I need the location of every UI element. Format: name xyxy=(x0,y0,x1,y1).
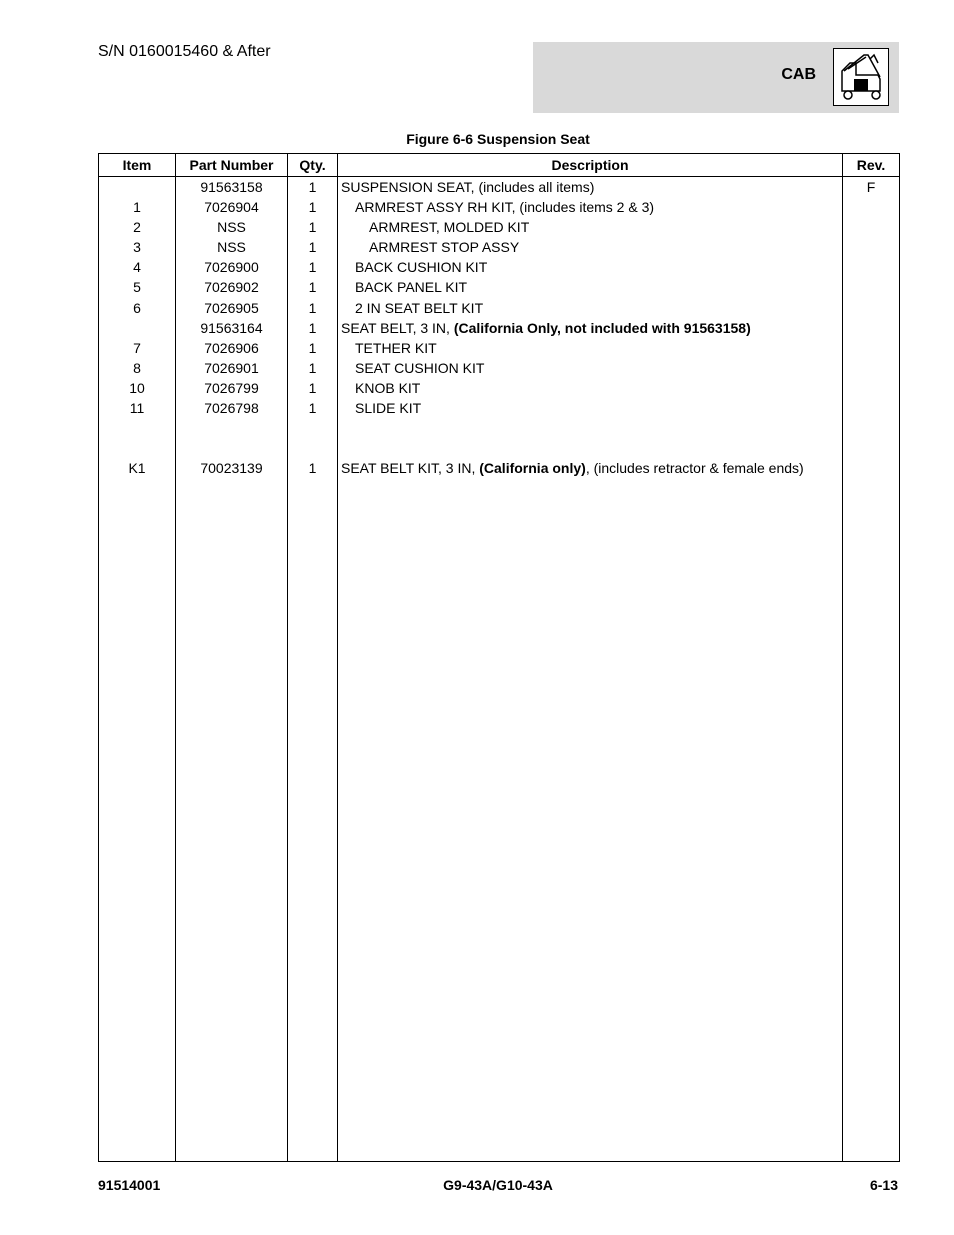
description-text: SUSPENSION SEAT, (includes all items) xyxy=(341,179,595,195)
part-number-cell: NSS xyxy=(217,239,246,256)
rev-cell xyxy=(843,398,899,418)
qty-cell: 1 xyxy=(308,259,317,276)
description-text: BACK CUSHION KIT xyxy=(355,259,488,276)
rev-cell: F xyxy=(866,179,876,195)
description-cell xyxy=(338,177,842,197)
row-spacer xyxy=(338,418,842,458)
section-title: CAB xyxy=(781,66,816,83)
item-number-cell: 11 xyxy=(129,400,145,417)
description-note: (California only) xyxy=(479,460,586,477)
table-body xyxy=(99,177,900,1162)
description-text-continued: , (includes retractor & female ends) xyxy=(585,460,804,477)
column-header-qty: Qty. xyxy=(288,154,338,177)
item-number-cell xyxy=(99,318,175,338)
description-cell xyxy=(338,298,842,318)
part-number-column-lines xyxy=(176,177,287,478)
rev-cell xyxy=(843,378,899,398)
column-header-rev: Rev. xyxy=(843,154,900,177)
item-number-cell: 1 xyxy=(133,199,141,216)
rev-cell xyxy=(843,217,899,237)
part-number-cell: 7026905 xyxy=(204,299,259,316)
item-number-cell: 6 xyxy=(133,299,141,316)
description-column xyxy=(338,177,843,1162)
qty-cell: 1 xyxy=(308,179,317,195)
description-text: ARMREST STOP ASSY xyxy=(369,239,520,256)
part-number-cell: 7026900 xyxy=(204,259,259,276)
description-cell xyxy=(338,277,842,297)
part-number-cell: 7026906 xyxy=(204,339,259,356)
qty-column xyxy=(288,177,338,1162)
part-number-cell: 70023139 xyxy=(200,460,263,477)
description-cell xyxy=(338,358,842,378)
section-header xyxy=(533,42,899,113)
footer-document-number: 91514001 xyxy=(98,1177,161,1193)
qty-cell: 1 xyxy=(308,219,317,236)
rev-cell xyxy=(843,197,899,217)
item-number-cell: 10 xyxy=(129,379,145,396)
description-cell xyxy=(338,398,842,418)
row-spacer xyxy=(99,418,175,458)
description-text: SLIDE KIT xyxy=(355,400,422,417)
footer-page-number: 6-13 xyxy=(869,1177,898,1193)
description-cell xyxy=(338,237,842,257)
item-number-cell: 7 xyxy=(133,339,141,356)
description-column-lines xyxy=(338,177,842,478)
qty-cell: 1 xyxy=(308,379,317,396)
qty-cell: 1 xyxy=(308,299,317,316)
qty-cell: 1 xyxy=(308,460,317,477)
part-number-cell: 91563158 xyxy=(200,179,263,195)
description-text: 2 IN SEAT BELT KIT xyxy=(355,299,484,316)
part-number-column xyxy=(176,177,288,1162)
item-number-cell: K1 xyxy=(128,460,146,477)
row-spacer xyxy=(843,418,899,458)
part-number-cell: 7026901 xyxy=(204,359,259,376)
qty-cell: 1 xyxy=(308,359,317,376)
description-text: BACK PANEL KIT xyxy=(355,279,468,296)
item-number-cell: 3 xyxy=(133,239,141,256)
rev-cell xyxy=(843,338,899,358)
part-number-cell: NSS xyxy=(217,219,246,236)
qty-cell: 1 xyxy=(308,339,317,356)
description-cell xyxy=(338,197,842,217)
telehandler-icon xyxy=(833,48,889,106)
qty-column-lines xyxy=(288,177,337,478)
description-text: ARMREST, MOLDED KIT xyxy=(369,219,530,236)
row-spacer xyxy=(176,418,287,458)
rev-cell xyxy=(843,298,899,318)
qty-cell: 1 xyxy=(308,279,317,296)
item-number-cell: 2 xyxy=(133,219,141,236)
description-text: TETHER KIT xyxy=(355,339,437,356)
item-number-cell xyxy=(99,177,175,197)
description-text: SEAT BELT, 3 IN, xyxy=(341,319,454,336)
rev-column-lines xyxy=(843,177,899,478)
description-text: SEAT BELT KIT, 3 IN, xyxy=(341,460,480,477)
serial-number-range: S/N 0160015460 & After xyxy=(98,43,271,60)
description-cell xyxy=(338,378,842,398)
column-header-item: Item xyxy=(99,154,176,177)
column-header-description: Description xyxy=(338,154,843,177)
description-cell xyxy=(338,318,842,338)
item-column xyxy=(99,177,176,1162)
rev-column xyxy=(843,177,900,1162)
part-number-cell: 7026798 xyxy=(204,400,259,417)
qty-cell: 1 xyxy=(308,400,317,417)
row-spacer xyxy=(288,418,337,458)
description-cell xyxy=(338,217,842,237)
rev-cell xyxy=(843,358,899,378)
rev-cell xyxy=(843,458,899,478)
part-number-cell: 7026904 xyxy=(204,199,259,216)
qty-cell: 1 xyxy=(308,239,317,256)
item-column-lines xyxy=(99,177,175,478)
parts-list-table xyxy=(98,153,900,1162)
part-number-cell: 7026799 xyxy=(204,379,259,396)
item-number-cell: 5 xyxy=(133,279,141,296)
item-number-cell: 4 xyxy=(133,259,141,276)
column-header-part-number: Part Number xyxy=(176,154,288,177)
rev-cell xyxy=(843,237,899,257)
qty-cell: 1 xyxy=(308,319,317,336)
footer-model: G9-43A/G10-43A xyxy=(443,1177,553,1193)
rev-cell xyxy=(843,318,899,338)
description-text: KNOB KIT xyxy=(355,379,421,396)
table-header-row xyxy=(99,154,900,177)
description-text: SEAT CUSHION KIT xyxy=(355,359,485,376)
part-number-cell: 91563164 xyxy=(200,319,263,336)
description-cell xyxy=(338,257,842,277)
description-note: (California Only, not included with 91563158) xyxy=(453,319,751,336)
part-number-cell: 7026902 xyxy=(204,279,259,296)
qty-cell: 1 xyxy=(308,199,317,216)
description-cell xyxy=(338,338,842,358)
figure-title: Figure 6-6 Suspension Seat xyxy=(406,131,590,147)
item-number-cell: 8 xyxy=(133,359,141,376)
description-cell xyxy=(338,458,842,478)
description-text: ARMREST ASSY RH KIT, (includes items 2 & 3) xyxy=(355,199,655,216)
rev-cell xyxy=(843,277,899,297)
rev-cell xyxy=(843,257,899,277)
